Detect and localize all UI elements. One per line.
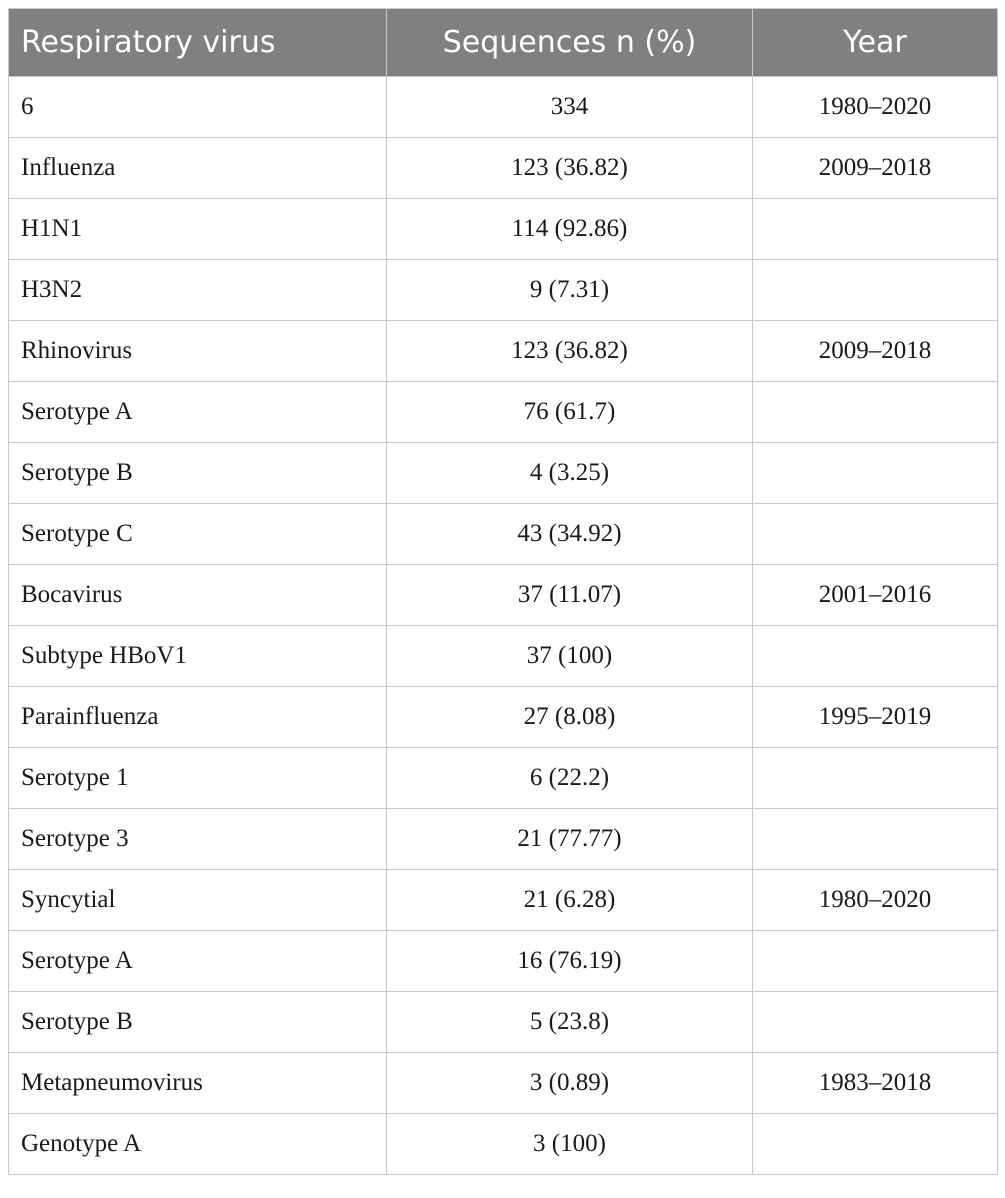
cell-year bbox=[753, 992, 998, 1053]
cell-year: 2009–2018 bbox=[753, 138, 998, 199]
table-row bbox=[9, 992, 998, 1053]
table-row bbox=[9, 199, 998, 260]
table-row bbox=[9, 565, 998, 626]
cell-year: 1983–2018 bbox=[753, 1053, 998, 1114]
table-row bbox=[9, 443, 998, 504]
cell-year bbox=[753, 931, 998, 992]
cell-year bbox=[753, 260, 998, 321]
cell-sequences: 123 (36.82) bbox=[387, 321, 753, 382]
header-cell-sequences: Sequences n (%) bbox=[387, 9, 753, 77]
cell-virus: Serotype B bbox=[9, 992, 387, 1053]
cell-virus: Serotype C bbox=[9, 504, 387, 565]
cell-year bbox=[753, 748, 998, 809]
cell-sequences: 9 (7.31) bbox=[387, 260, 753, 321]
cell-year bbox=[753, 199, 998, 260]
cell-virus: Serotype 3 bbox=[9, 809, 387, 870]
cell-sequences: 123 (36.82) bbox=[387, 138, 753, 199]
cell-year: 1980–2020 bbox=[753, 870, 998, 931]
table-row bbox=[9, 260, 998, 321]
cell-virus: Serotype A bbox=[9, 931, 387, 992]
cell-virus: Serotype 1 bbox=[9, 748, 387, 809]
cell-virus: Syncytial bbox=[9, 870, 387, 931]
cell-virus: Serotype A bbox=[9, 382, 387, 443]
cell-sequences: 334 bbox=[387, 77, 753, 138]
table-row bbox=[9, 138, 998, 199]
cell-year bbox=[753, 443, 998, 504]
table-row bbox=[9, 748, 998, 809]
table-body bbox=[9, 77, 998, 1175]
cell-year bbox=[753, 504, 998, 565]
cell-virus: Bocavirus bbox=[9, 565, 387, 626]
respiratory-virus-table bbox=[8, 8, 998, 1175]
cell-year: 2009–2018 bbox=[753, 321, 998, 382]
cell-sequences: 3 (100) bbox=[387, 1114, 753, 1175]
cell-year bbox=[753, 1114, 998, 1175]
cell-sequences: 37 (11.07) bbox=[387, 565, 753, 626]
table-row bbox=[9, 504, 998, 565]
cell-virus: H3N2 bbox=[9, 260, 387, 321]
cell-year: 1995–2019 bbox=[753, 687, 998, 748]
header-cell-virus: Respiratory virus bbox=[9, 9, 387, 77]
cell-year bbox=[753, 809, 998, 870]
table-row bbox=[9, 870, 998, 931]
table-row bbox=[9, 626, 998, 687]
cell-virus: Parainfluenza bbox=[9, 687, 387, 748]
cell-virus: Subtype HBoV1 bbox=[9, 626, 387, 687]
cell-virus: Genotype A bbox=[9, 1114, 387, 1175]
cell-sequences: 43 (34.92) bbox=[387, 504, 753, 565]
cell-sequences: 21 (77.77) bbox=[387, 809, 753, 870]
cell-virus: 6 bbox=[9, 77, 387, 138]
cell-sequences: 3 (0.89) bbox=[387, 1053, 753, 1114]
table-row bbox=[9, 1114, 998, 1175]
cell-sequences: 6 (22.2) bbox=[387, 748, 753, 809]
cell-year: 2001–2016 bbox=[753, 565, 998, 626]
table-row bbox=[9, 931, 998, 992]
cell-virus: Rhinovirus bbox=[9, 321, 387, 382]
table-row bbox=[9, 1053, 998, 1114]
cell-sequences: 27 (8.08) bbox=[387, 687, 753, 748]
cell-year: 1980–2020 bbox=[753, 77, 998, 138]
table-row bbox=[9, 321, 998, 382]
header-cell-year: Year bbox=[753, 9, 998, 77]
table-row bbox=[9, 809, 998, 870]
cell-sequences: 21 (6.28) bbox=[387, 870, 753, 931]
cell-virus: Metapneumovirus bbox=[9, 1053, 387, 1114]
table-row bbox=[9, 77, 998, 138]
cell-year bbox=[753, 382, 998, 443]
cell-virus: Influenza bbox=[9, 138, 387, 199]
cell-sequences: 114 (92.86) bbox=[387, 199, 753, 260]
table-row bbox=[9, 687, 998, 748]
cell-virus: H1N1 bbox=[9, 199, 387, 260]
cell-sequences: 37 (100) bbox=[387, 626, 753, 687]
cell-year bbox=[753, 626, 998, 687]
cell-sequences: 4 (3.25) bbox=[387, 443, 753, 504]
table-header bbox=[9, 9, 998, 77]
table-row bbox=[9, 382, 998, 443]
data-table-container bbox=[8, 8, 997, 1175]
cell-sequences: 76 (61.7) bbox=[387, 382, 753, 443]
cell-virus: Serotype B bbox=[9, 443, 387, 504]
header-row bbox=[9, 9, 998, 77]
cell-sequences: 16 (76.19) bbox=[387, 931, 753, 992]
cell-sequences: 5 (23.8) bbox=[387, 992, 753, 1053]
